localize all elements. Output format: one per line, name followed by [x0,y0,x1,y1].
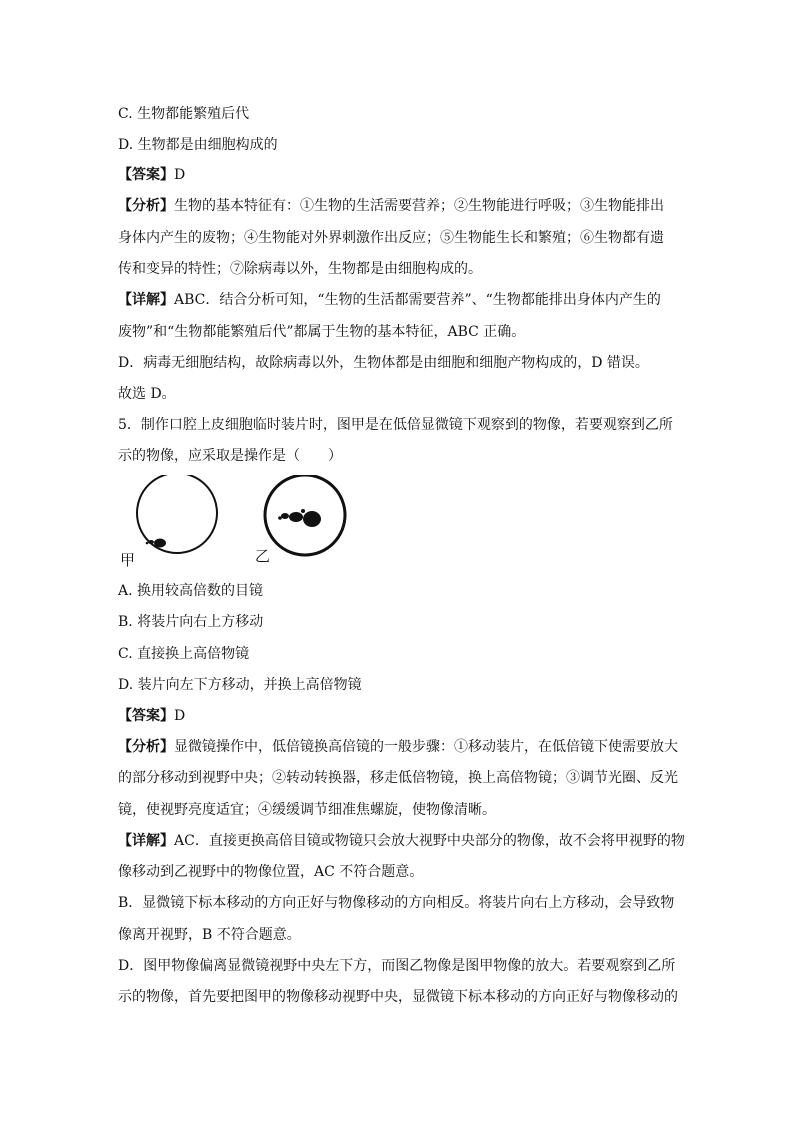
option-a: A. 换用较高倍数的目镜 [118,583,264,599]
analysis-q4-line3: 传和变异的特性；⑦除病毒以外，生物都是由细胞构成的。 [118,261,482,277]
analysis-q5-line1: 【分析】显微镜操作中，低倍镜换高倍镜的一般步骤：①移动装片，在低倍镜下使需要放大 [118,739,678,755]
option-d: D. 装片向左下方移动，并换上高倍物镜 [118,677,362,693]
analysis-q4-line1: 【分析】生物的基本特征有：①生物的生活需要营养；②生物能进行呼吸；③生物能排出 [118,198,664,214]
specimen-jia [146,539,166,548]
option-b: B. 将装片向右上方移动 [118,614,264,630]
detail-q5-line2: 像移动到乙视野中的物像位置，AC 不符合题意。 [118,864,424,880]
specimen-yi [278,509,321,527]
figure-label-yi: 乙 [255,547,271,565]
detail-q5-line6: 示的物像，首先要把图甲的物像移动视野中央，显微镜下标本移动的方向正好与物像移动的 [118,989,678,1005]
figure-label-jia: 甲 [120,551,136,569]
option-d-prev: D. 生物都是由细胞构成的 [118,137,278,153]
detail-q4-line3: D．病毒无细胞结构，故除病毒以外，生物体都是由细胞和细胞产物构成的，D 错误。 [118,355,649,371]
question-5-line1: 5．制作口腔上皮细胞临时装片时，图甲是在低倍显微镜下观察到的物像，若要观察到乙所 [118,417,673,433]
microscope-fields-image [118,475,358,575]
detail-q4-line1: 【详解】ABC．结合分析可知，“生物的生活都需要营养”、“生物都能排出身体内产生的 [118,292,661,308]
microscope-figure [118,475,358,575]
answer-line-q4: 【答案】D [118,167,186,183]
analysis-q5-line3: 镜，使视野亮度适宜；④缓缓调节细准焦螺旋，使物像清晰。 [118,802,496,818]
analysis-q5-line2: 的部分移动到视野中央；②转动转换器，移走低倍物镜，换上高倍物镜；③调节光圈、反光 [118,770,678,786]
detail-q5-line3: B．显微镜下标本移动的方向正好与物像移动的方向相反。将装片向右上方移动，会导致物 [118,895,675,911]
detail-q5-line1: 【详解】AC．直接更换高倍目镜或物镜只会放大视野中央部分的物像，故不会将甲视野的物 [118,833,685,849]
option-c-prev: C. 生物都能繁殖后代 [118,106,250,122]
question-5-line2: 示的物像，应采取是操作是（ ） [118,448,342,464]
answer-line-q5: 【答案】D [118,708,186,724]
option-c: C. 直接换上高倍物镜 [118,646,250,662]
detail-q5-line5: D．图甲物像偏离显微镜视野中央左下方，而图乙物像是图甲物像的放大。若要观察到乙所 [118,958,676,974]
detail-q5-line4: 像离开视野，B 不符合题意。 [118,927,301,943]
choice-q4: 故选 D。 [118,386,176,402]
detail-q4-line2: 废物”和“生物都能繁殖后代”都属于生物的基本特征，ABC 正确。 [118,324,526,340]
analysis-q4-line2: 身体内产生的废物；④生物能对外界刺激作出反应；⑤生物能生长和繁殖；⑥生物都有遗 [118,230,664,246]
